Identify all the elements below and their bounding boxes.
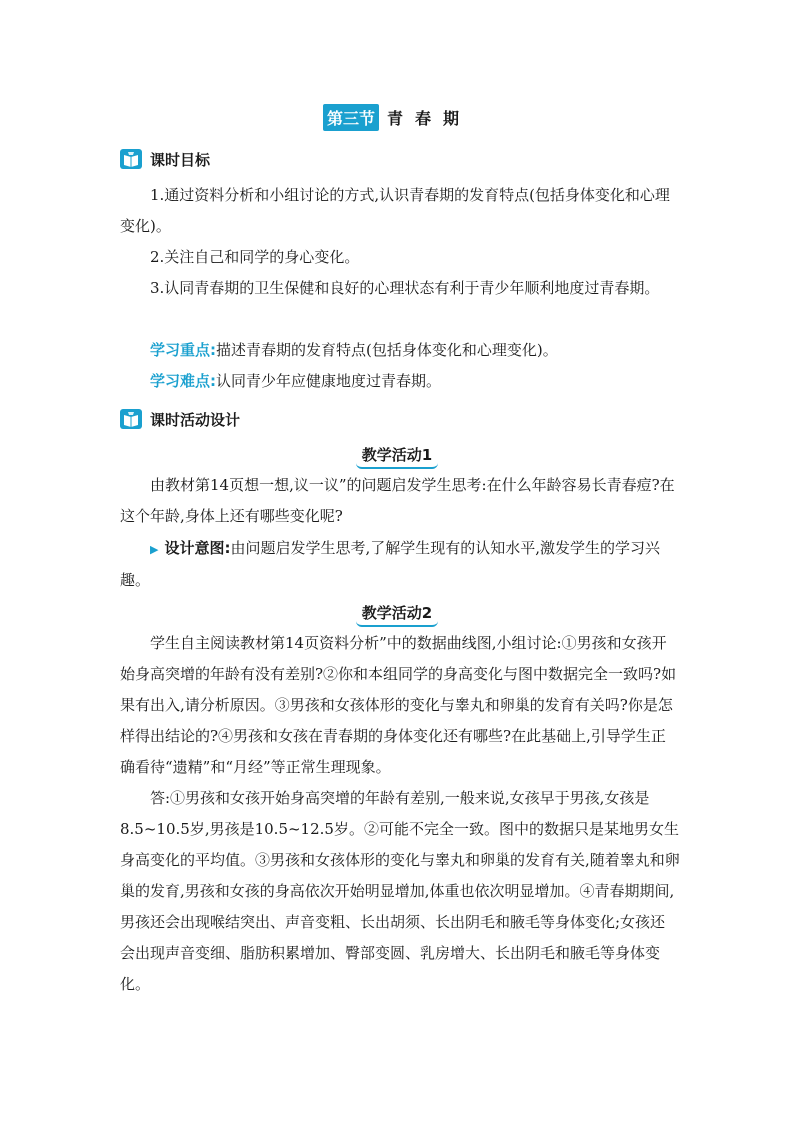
activity-design-heading (120, 408, 240, 430)
difficulty-line (120, 366, 680, 397)
goal-item-1: 1.通过资料分析和小组讨论的方式,认识青春期的发育特点(包括身体变化和心理变化)。 (120, 186, 670, 235)
difficulty-label: 学习难点: (150, 372, 216, 390)
focus-text: 描述青春期的发育特点(包括身体变化和心理变化)。 (216, 341, 558, 359)
activity1-title-label: 教学活动1 (356, 446, 438, 469)
activity1-intent (120, 533, 680, 596)
goals-heading-label: 课时目标 (150, 150, 211, 169)
difficulty-text: 认同青少年应健康地度过青春期。 (216, 372, 442, 390)
focus-label: 学习重点: (150, 341, 216, 359)
goal-item-3: 3.认同青春期的卫生保健和良好的心理状态有利于青少年顺利地度过青春期。 (150, 279, 660, 297)
goal-item-2: 2.关注自己和同学的身心变化。 (150, 248, 360, 266)
activity1-title (0, 444, 794, 465)
activity2-answer: 答:①男孩和女孩开始身高突增的年龄有差别,一般来说,女孩早于男孩,女孩是8.5~10.5岁,男孩是10.5~12.5岁。②可能不完全一致。图中的数据只是某地男女生身高变化的平均值。③男孩和女孩体形的变化与睾丸和卵巢的发育有关,随着睾丸和卵巢的发育,男孩和女孩的身高依次开始明显增加,体重也依次明显增加。④青春期期间,男孩还会出现喉结突出、声音变粗、长出胡须、长出阴毛和腋毛等身体变化;女孩还会出现声音变细、脂肪积累增加、臀部变圆、乳房增大、长出阴毛和腋毛等身体变化。 (120, 789, 680, 993)
activity1-text: 由教材第14页想一想,议一议”的问题启发学生思考:在什么年龄容易长青春痘?在这个年龄,身体上还有哪些变化呢? (120, 476, 675, 525)
activity-design-heading-label: 课时活动设计 (150, 410, 241, 429)
chapter-title: 青春期 (387, 109, 472, 128)
book-icon (120, 149, 142, 169)
activity2-title (0, 602, 794, 623)
triangle-right-icon: ▶ (150, 543, 159, 556)
intent-label: 设计意图: (164, 539, 231, 557)
focus-line (120, 335, 680, 366)
page-title (0, 104, 794, 131)
goals-heading (120, 148, 210, 170)
activity2-text: 学生自主阅读教材第14页资料分析”中的数据曲线图,小组讨论:①男孩和女孩开始身高突增的年龄有没有差别?②你和本组同学的身高变化与图中数据完全一致吗?如果有出入,请分析原因。③男孩和女孩体形的变化与睾丸和卵巢的发育有关吗?你是怎样得出结论的?④男孩和女孩在青春期的身体变化还有哪些?在此基础上,引导学生正确看待“遗精”和“月经”等正常生理现象。 (120, 634, 677, 776)
activity2-title-label: 教学活动2 (356, 604, 438, 627)
book-icon (120, 409, 142, 429)
intent-text: 由问题启发学生思考,了解学生现有的认知水平,激发学生的学习兴趣。 (120, 539, 661, 589)
section-badge: 第三节 (323, 104, 379, 131)
